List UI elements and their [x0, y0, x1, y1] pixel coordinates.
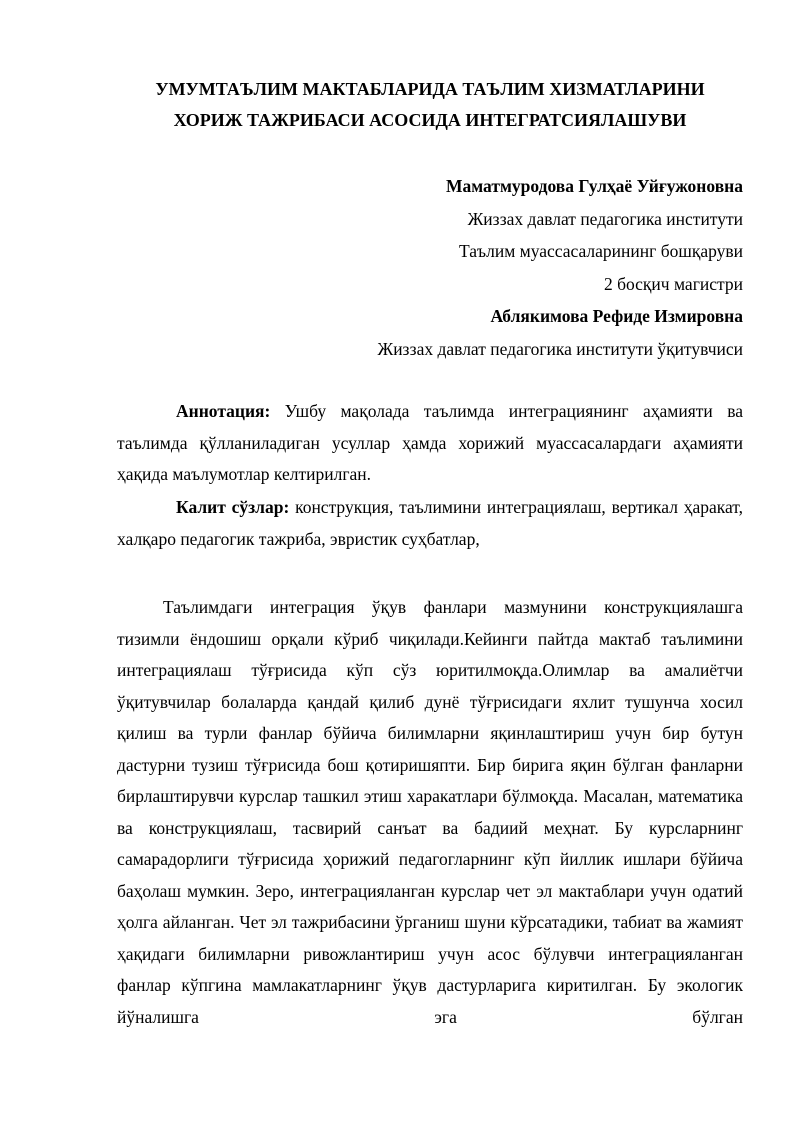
keywords-label: Калит сўзлар: [176, 497, 290, 517]
body-paragraph: Таълимдаги интеграция ўқув фанлари мазмунини конструкциялашга тизимли ёндошиш орқали кўриб чиқилади.Кейинги пайтда мактаб таълимини интеграциялаш тўғрисида кўп сўз юритилмоқда.Олимлар ва амалиётчи ўқитувчилар болаларда қандай қилиб дунё тўғрисидаги яхлит тушунча хосил қилиш ва турли фанлар бўйича билимларни яқинлаштириш учун бир бутун дастурни тузиш тўғрисида бош қотиришяпти. Бир бирига яқин бўлган фанларни бирлаштирувчи курслар ташкил этиш харакатлари бўлмоқда. Масалан, математика ва конструкциялаш, тасвирий санъат ва бадиий меҳнат. Бу курсларнинг самарадорлиги тўғрисида ҳорижий педагогларнинг кўп йиллик ишлари бўйича баҳолаш мумкин. Зеро, интеграцияланган курслар чет эл мактаблари учун одатий ҳолга айланган. Чет эл тажрибасини ўрганиш шуни кўрсатадики, табиат ва жамият ҳақидаги билимларни ривожлантириш учун асос бўлувчи интеграцияланган фанлар кўпгина мамлакатларнинг ўқув дастурларига киритилган. Бу экологик йўналишга эга бўлган [117, 597, 743, 1027]
annotation-paragraph [117, 396, 743, 491]
author2-affiliation: Жиззах давлат педагогика институти ўқитувчиси [377, 338, 743, 359]
author1-name: Маматмуродова Гулҳаё Уйғужоновна [445, 176, 743, 196]
author1-affiliation-institute: Жиззах давлат педагогика институти [467, 208, 743, 229]
annotation-label: Аннотация: [176, 401, 271, 421]
keywords-text: конструкция, таълимини интеграциялаш, вертикал ҳаракат, халқаро педагогик тажриба, эвристик суҳбатлар, [117, 497, 743, 549]
author-block [300, 170, 743, 365]
author1-affiliation-level: 2 босқич магистри [603, 273, 743, 294]
title-line-2: ХОРИЖ ТАЖРИБАСИ АСОСИДА ИНТЕГРАТСИЯЛАШУВИ [173, 110, 687, 130]
author1-affiliation-program: Таълим муассасаларининг бошқаруви [459, 241, 743, 261]
author2-name: Аблякимова Рефиде Измировна [490, 306, 743, 326]
title-line-1: УМУМТАЪЛИМ МАКТАБЛАРИДА ТАЪЛИМ ХИЗМАТЛАРИНИ [155, 79, 705, 99]
annotation-text: Ушбу мақолада таълимда интеграциянинг аҳамияти ва таълимда қўлланиладиган усуллар ҳамда хорижий муассасалардаги аҳамияти ҳақида маълумотлар келтирилган. [117, 401, 743, 484]
keywords-paragraph [117, 492, 743, 555]
